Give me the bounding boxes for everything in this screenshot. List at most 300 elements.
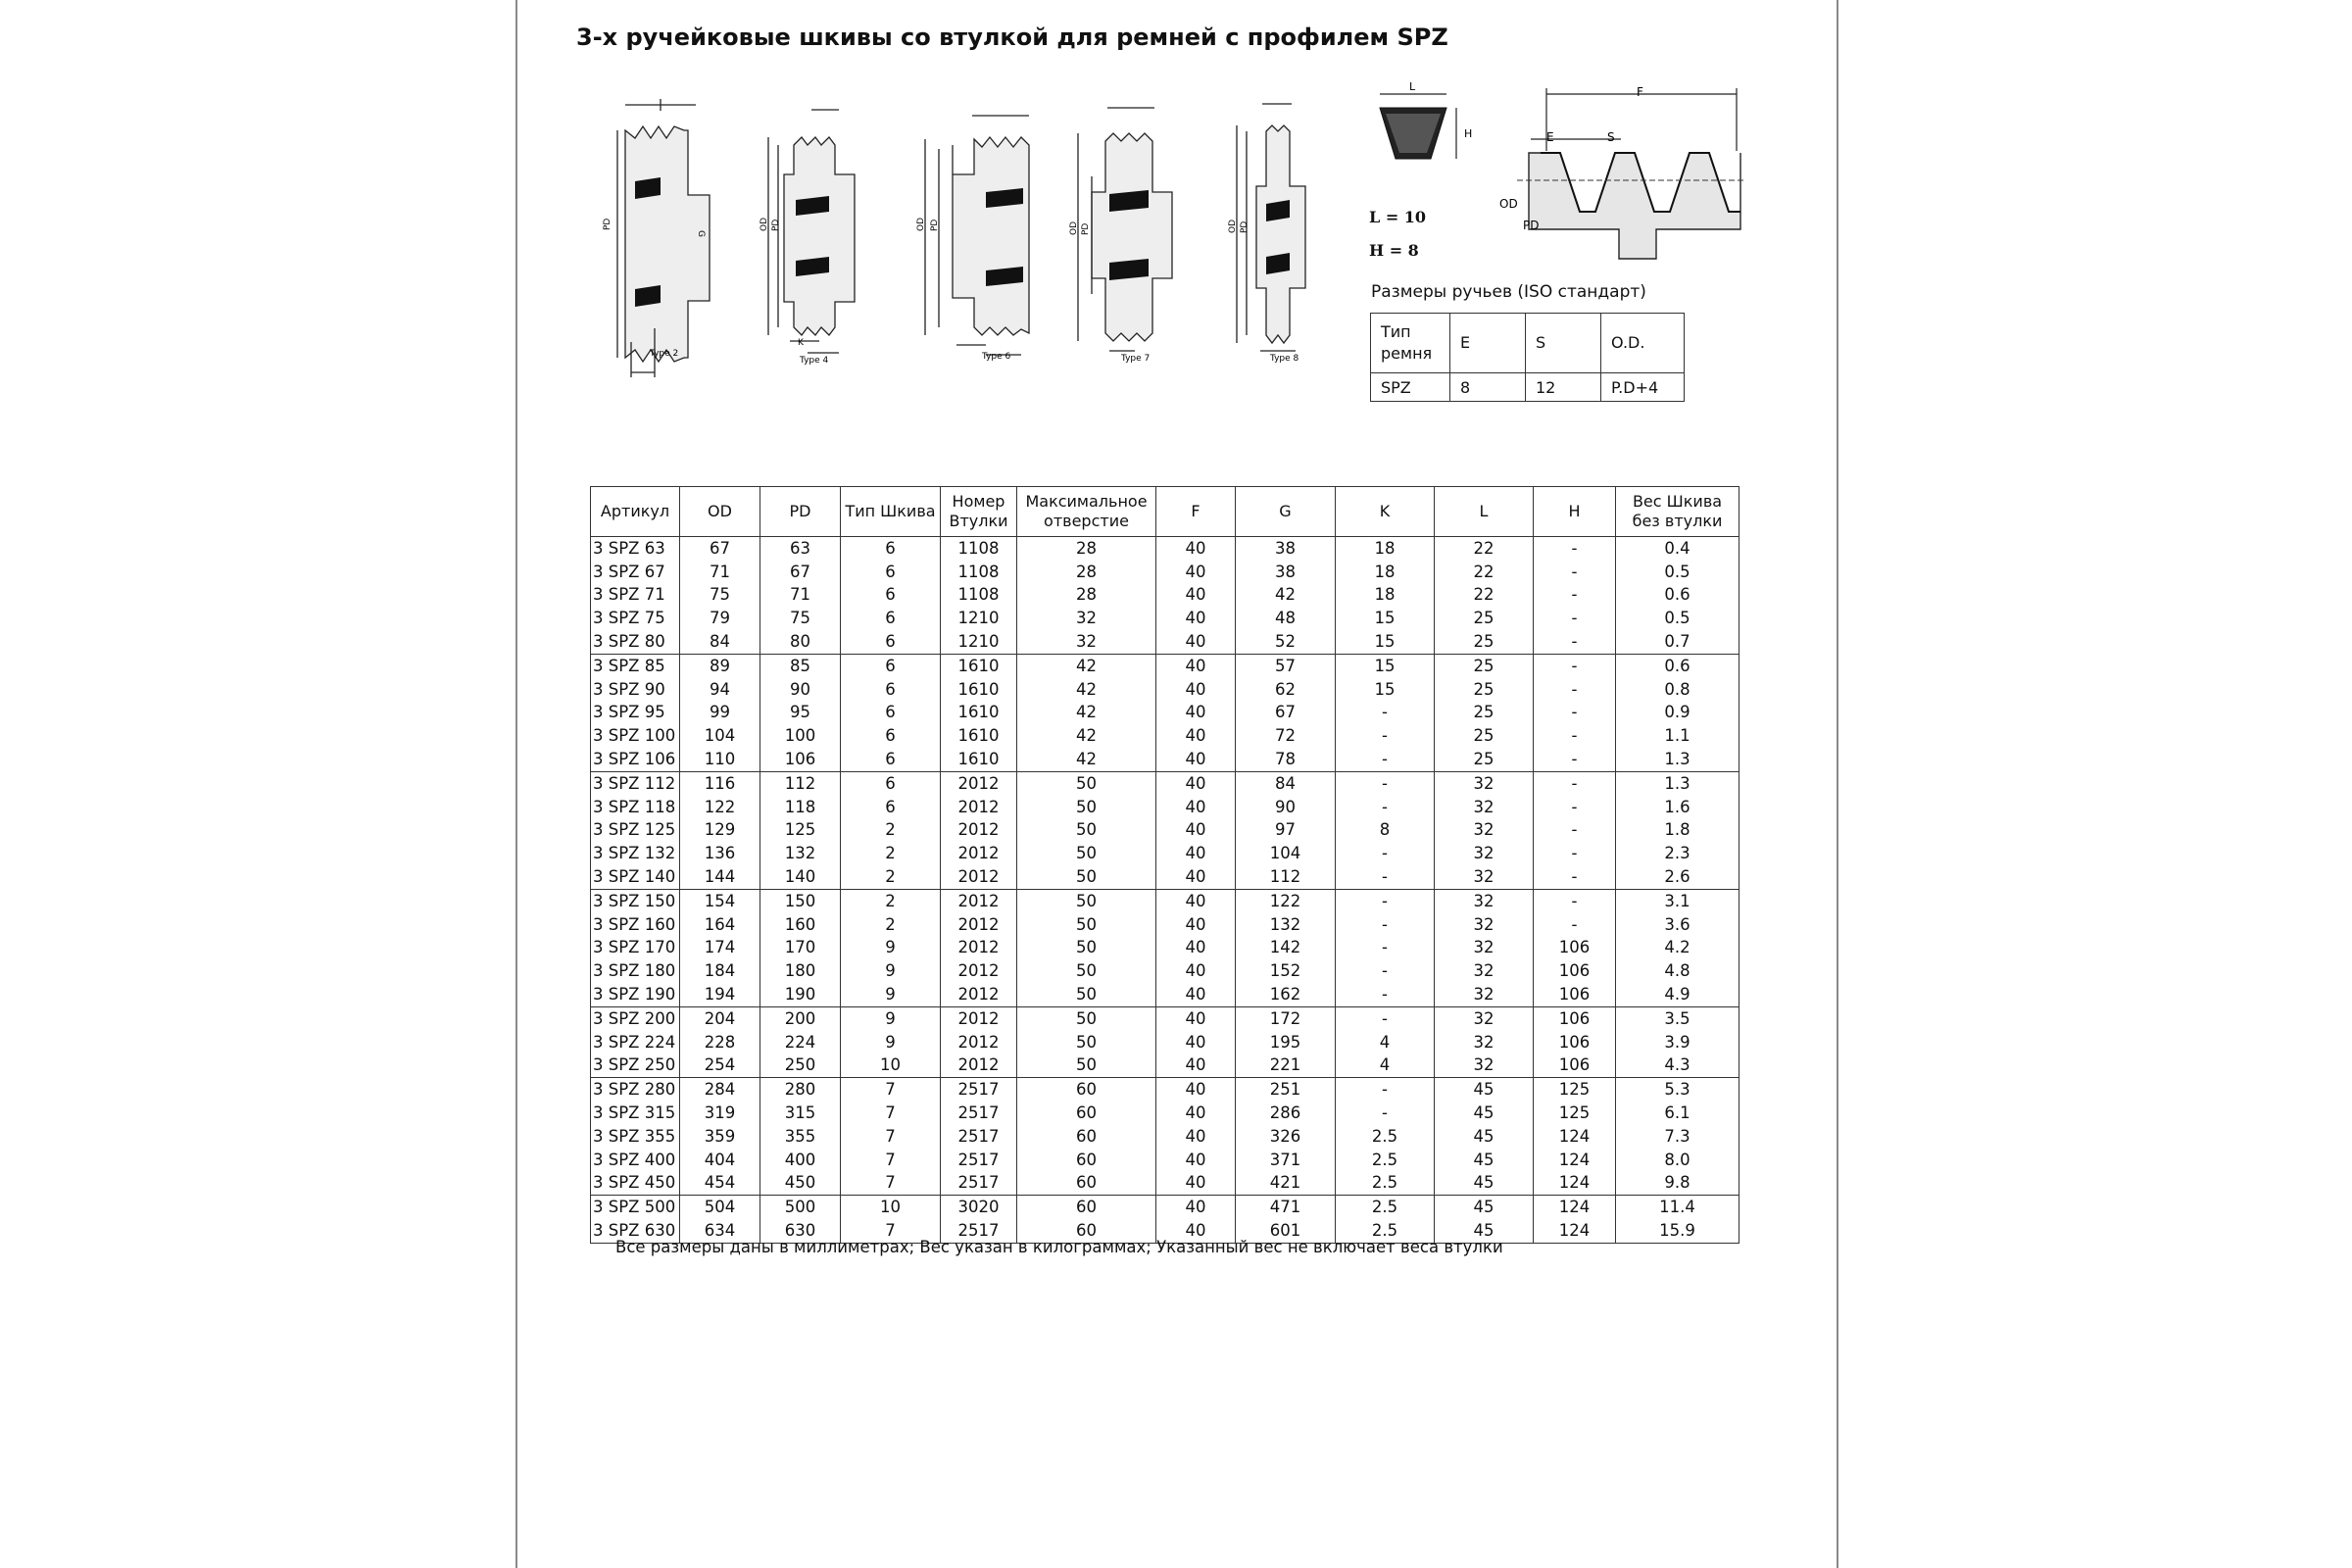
table-cell: 32 [1435,1054,1534,1078]
table-row [591,1054,1740,1078]
table-cell: 50 [1017,983,1156,1006]
table-cell: 7.3 [1616,1125,1740,1149]
table-cell: 132 [760,842,841,865]
table-cell: 1108 [941,537,1017,561]
belt-h-value: H = 8 [1369,241,1419,260]
table-cell: 42 [1236,584,1336,608]
table-row [591,537,1740,561]
groove-label-s: S [1607,130,1615,144]
header-f: F [1156,487,1236,537]
table-cell: - [1534,654,1616,677]
table-cell: 80 [760,630,841,654]
table-cell: 48 [1236,607,1336,630]
belt-l-value: L = 10 [1369,208,1427,226]
table-cell: 106 [1534,937,1616,960]
table-cell: 6 [841,561,941,584]
table-row [591,654,1740,677]
table-cell: - [1336,1102,1435,1125]
table-cell: - [1534,748,1616,771]
table-row [591,678,1740,702]
table-cell: 25 [1435,607,1534,630]
pulley-table-body [591,537,1740,1244]
table-cell: 32 [1017,630,1156,654]
table-cell: 40 [1156,1219,1236,1243]
table-row [591,771,1740,795]
table-cell: 50 [1017,1054,1156,1078]
table-cell: 40 [1156,1078,1236,1102]
table-cell: 6 [841,748,941,771]
table-cell: 1210 [941,630,1017,654]
table-cell: 67 [680,537,760,561]
table-cell: 2.5 [1336,1172,1435,1196]
table-row [591,937,1740,960]
table-cell: 601 [1236,1219,1336,1243]
table-row [591,842,1740,865]
article-cell: 3 SPZ 315 [591,1102,680,1125]
table-cell: 50 [1017,865,1156,889]
table-cell: 251 [1236,1078,1336,1102]
table-cell: 38 [1236,537,1336,561]
table-row [591,796,1740,819]
table-cell: 100 [760,724,841,748]
table-cell: 63 [760,537,841,561]
table-cell: 85 [760,654,841,677]
table-cell: 1108 [941,561,1017,584]
header-h: H [1534,487,1616,537]
table-cell: 421 [1236,1172,1336,1196]
table-cell: 18 [1336,584,1435,608]
table-cell: 11.4 [1616,1196,1740,1219]
table-cell: 60 [1017,1149,1156,1172]
table-row [591,889,1740,912]
table-cell: - [1534,889,1616,912]
article-cell: 3 SPZ 150 [591,889,680,912]
table-cell: 326 [1236,1125,1336,1149]
table-cell: - [1336,1006,1435,1030]
groove-table [1370,313,1685,402]
groove-header-belt-type: Тип ремня [1371,314,1450,373]
table-cell: 40 [1156,630,1236,654]
table-cell: 630 [760,1219,841,1243]
table-cell: 124 [1534,1196,1616,1219]
table-cell: 40 [1156,1054,1236,1078]
table-cell: 160 [760,913,841,937]
table-cell: 60 [1017,1196,1156,1219]
table-cell: - [1336,913,1435,937]
groove-cell: SPZ [1371,373,1450,402]
article-cell: 3 SPZ 450 [591,1172,680,1196]
table-cell: 67 [1236,702,1336,725]
table-cell: 1610 [941,724,1017,748]
table-cell: 2012 [941,1031,1017,1054]
groove-cell: 12 [1526,373,1601,402]
pulley-table-header-row [591,487,1740,537]
article-cell: 3 SPZ 630 [591,1219,680,1243]
table-cell: - [1534,771,1616,795]
table-cell: 4 [1336,1031,1435,1054]
table-cell: 9 [841,937,941,960]
header-max-bore: Максимальное отверстие [1017,487,1156,537]
type-4-label: Type 4 [800,356,829,366]
table-row [591,630,1740,654]
svg-text:PD: PD [930,219,940,231]
table-cell: 9.8 [1616,1172,1740,1196]
table-cell: 0.6 [1616,654,1740,677]
table-cell: 2012 [941,865,1017,889]
table-cell: 15 [1336,654,1435,677]
groove-header-s: S [1526,314,1601,373]
table-row [591,913,1740,937]
pulley-type-7-drawing [1070,98,1198,365]
table-cell: 9 [841,1031,941,1054]
table-cell: 106 [760,748,841,771]
table-cell: 8.0 [1616,1149,1740,1172]
table-cell: 18 [1336,537,1435,561]
table-cell: 122 [1236,889,1336,912]
table-cell: 1210 [941,607,1017,630]
article-cell: 3 SPZ 95 [591,702,680,725]
table-cell: - [1534,724,1616,748]
table-cell: 25 [1435,678,1534,702]
table-cell: 4 [1336,1054,1435,1078]
table-cell: 1610 [941,748,1017,771]
table-cell: 3.9 [1616,1031,1740,1054]
table-cell: 7 [841,1219,941,1243]
svg-text:PD: PD [1081,222,1091,235]
table-cell: 2012 [941,959,1017,983]
table-cell: 7 [841,1078,941,1102]
table-cell: 1610 [941,678,1017,702]
table-cell: 90 [1236,796,1336,819]
article-cell: 3 SPZ 224 [591,1031,680,1054]
table-cell: 40 [1156,678,1236,702]
table-cell: 45 [1435,1149,1534,1172]
table-cell: 224 [760,1031,841,1054]
table-cell: 136 [680,842,760,865]
article-cell: 3 SPZ 112 [591,771,680,795]
table-cell: 6 [841,724,941,748]
table-cell: 25 [1435,724,1534,748]
table-cell: 50 [1017,959,1156,983]
table-cell: 0.8 [1616,678,1740,702]
table-cell: 2 [841,865,941,889]
table-cell: - [1336,959,1435,983]
svg-text:OD: OD [916,217,926,231]
table-cell: 45 [1435,1078,1534,1102]
table-cell: 60 [1017,1102,1156,1125]
type-7-label: Type 7 [1121,354,1151,364]
table-cell: 3.1 [1616,889,1740,912]
table-cell: 164 [680,913,760,937]
table-row [591,584,1740,608]
article-cell: 3 SPZ 118 [591,796,680,819]
table-cell: 50 [1017,842,1156,865]
groove-table-title: Размеры ручьев (ISO стандарт) [1371,282,1646,302]
table-cell: 2012 [941,796,1017,819]
table-cell: 2 [841,913,941,937]
table-cell: 634 [680,1219,760,1243]
table-cell: 32 [1435,771,1534,795]
article-cell: 3 SPZ 400 [591,1149,680,1172]
table-row [591,1172,1740,1196]
table-cell: 0.5 [1616,561,1740,584]
table-cell: 172 [1236,1006,1336,1030]
table-cell: 50 [1017,1006,1156,1030]
table-cell: - [1534,819,1616,843]
table-cell: 52 [1236,630,1336,654]
table-cell: 132 [1236,913,1336,937]
table-cell: 319 [680,1102,760,1125]
table-cell: 7 [841,1172,941,1196]
belt-dim-h: H [1464,127,1473,140]
table-cell: 6 [841,654,941,677]
header-k: K [1336,487,1435,537]
table-cell: 40 [1156,1149,1236,1172]
table-cell: 2012 [941,771,1017,795]
table-cell: 40 [1156,584,1236,608]
table-row [591,1196,1740,1219]
table-cell: 6 [841,607,941,630]
table-cell: 2012 [941,819,1017,843]
table-cell: 450 [760,1172,841,1196]
table-cell: 112 [1236,865,1336,889]
table-cell: 4.9 [1616,983,1740,1006]
table-cell: 106 [1534,959,1616,983]
table-cell: 50 [1017,937,1156,960]
table-cell: 2 [841,842,941,865]
table-cell: 194 [680,983,760,1006]
table-cell: 32 [1435,1006,1534,1030]
pulley-type-8-drawing [1227,96,1335,363]
table-cell: 89 [680,654,760,677]
table-cell: 40 [1156,937,1236,960]
article-cell: 3 SPZ 75 [591,607,680,630]
header-weight: Вес Шкива без втулки [1616,487,1740,537]
table-cell: 40 [1156,537,1236,561]
table-cell: 371 [1236,1149,1336,1172]
table-cell: 122 [680,796,760,819]
table-cell: 400 [760,1149,841,1172]
table-cell: 6.1 [1616,1102,1740,1125]
table-cell: 7 [841,1102,941,1125]
table-cell: 42 [1017,724,1156,748]
svg-text:PD: PD [771,219,781,231]
table-cell: 28 [1017,561,1156,584]
table-cell: 2517 [941,1219,1017,1243]
belt-profile-drawing [1368,80,1486,188]
header-pulley-type: Тип Шкива [841,487,941,537]
table-cell: 78 [1236,748,1336,771]
table-cell: 1.6 [1616,796,1740,819]
table-cell: 32 [1435,842,1534,865]
article-cell: 3 SPZ 80 [591,630,680,654]
table-cell: 22 [1435,537,1534,561]
table-cell: 106 [1534,1054,1616,1078]
header-l: L [1435,487,1534,537]
article-cell: 3 SPZ 125 [591,819,680,843]
table-row [591,748,1740,771]
table-cell: 60 [1017,1172,1156,1196]
table-cell: - [1534,842,1616,865]
table-cell: 67 [760,561,841,584]
table-cell: 28 [1017,537,1156,561]
table-cell: 6 [841,630,941,654]
table-cell: 4.2 [1616,937,1740,960]
table-cell: - [1534,630,1616,654]
table-cell: - [1534,796,1616,819]
table-cell: 6 [841,537,941,561]
table-cell: 45 [1435,1196,1534,1219]
table-cell: 144 [680,865,760,889]
table-cell: - [1534,561,1616,584]
groove-profile-drawing [1490,82,1754,269]
table-cell: 2.5 [1336,1219,1435,1243]
table-cell: 90 [760,678,841,702]
table-cell: - [1534,913,1616,937]
table-cell: 0.4 [1616,537,1740,561]
table-cell: 32 [1435,865,1534,889]
table-row [591,1149,1740,1172]
groove-label-od: OD [1499,197,1518,211]
table-cell: 315 [760,1102,841,1125]
article-cell: 3 SPZ 132 [591,842,680,865]
table-cell: - [1336,937,1435,960]
table-cell: 125 [1534,1102,1616,1125]
type-2-label: Type 2 [650,349,679,359]
table-cell: 8 [1336,819,1435,843]
svg-text:OD: OD [1069,220,1079,235]
table-cell: 42 [1017,702,1156,725]
groove-label-f: F [1637,85,1643,99]
table-cell: 2.6 [1616,865,1740,889]
table-cell: 1.3 [1616,771,1740,795]
table-row [591,1125,1740,1149]
table-cell: 2 [841,889,941,912]
table-cell: 1108 [941,584,1017,608]
table-cell: - [1534,584,1616,608]
table-cell: 1.8 [1616,819,1740,843]
table-row [591,561,1740,584]
groove-header-od: O.D. [1601,314,1685,373]
table-cell: 104 [1236,842,1336,865]
header-pd: PD [760,487,841,537]
table-cell: 2012 [941,983,1017,1006]
groove-label-e: E [1546,130,1554,144]
table-cell: 84 [680,630,760,654]
table-cell: 99 [680,702,760,725]
table-cell: 40 [1156,1031,1236,1054]
table-cell: 32 [1435,983,1534,1006]
table-cell: 6 [841,584,941,608]
table-cell: 124 [1534,1125,1616,1149]
table-cell: 79 [680,607,760,630]
table-cell: 174 [680,937,760,960]
table-cell: 142 [1236,937,1336,960]
table-row [591,702,1740,725]
svg-text:PD: PD [603,218,612,230]
table-cell: 38 [1236,561,1336,584]
table-cell: 9 [841,983,941,1006]
table-cell: 40 [1156,796,1236,819]
article-cell: 3 SPZ 180 [591,959,680,983]
table-cell: - [1336,748,1435,771]
groove-label-pd: PD [1523,219,1540,232]
table-cell: 204 [680,1006,760,1030]
table-cell: 42 [1017,748,1156,771]
table-cell: 50 [1017,1031,1156,1054]
table-cell: 42 [1017,654,1156,677]
table-cell: 355 [760,1125,841,1149]
table-cell: 140 [760,865,841,889]
table-cell: 32 [1435,1031,1534,1054]
table-cell: 60 [1017,1219,1156,1243]
table-cell: 2012 [941,842,1017,865]
table-cell: 28 [1017,584,1156,608]
table-row [591,607,1740,630]
article-cell: 3 SPZ 355 [591,1125,680,1149]
article-cell: 3 SPZ 170 [591,937,680,960]
article-cell: 3 SPZ 200 [591,1006,680,1030]
groove-header-e: E [1450,314,1526,373]
table-cell: 504 [680,1196,760,1219]
table-cell: 154 [680,889,760,912]
table-cell: 1610 [941,654,1017,677]
table-cell: 0.9 [1616,702,1740,725]
table-cell: 2517 [941,1125,1017,1149]
table-cell: 15 [1336,678,1435,702]
table-cell: 221 [1236,1054,1336,1078]
table-cell: 97 [1236,819,1336,843]
article-cell: 3 SPZ 500 [591,1196,680,1219]
table-cell: 124 [1534,1172,1616,1196]
table-cell: 40 [1156,959,1236,983]
table-cell: 2 [841,819,941,843]
table-cell: 195 [1236,1031,1336,1054]
table-cell: 112 [760,771,841,795]
table-row [591,865,1740,889]
table-cell: 150 [760,889,841,912]
table-cell: 25 [1435,702,1534,725]
article-cell: 3 SPZ 67 [591,561,680,584]
table-cell: 40 [1156,1196,1236,1219]
table-cell: - [1336,983,1435,1006]
table-cell: 104 [680,724,760,748]
page-border-right [1837,0,1838,1568]
table-cell: 110 [680,748,760,771]
table-cell: 1.3 [1616,748,1740,771]
table-cell: 6 [841,771,941,795]
table-cell: 40 [1156,889,1236,912]
page-title: 3-х ручейковые шкивы со втулкой для ремней с профилем SPZ [576,24,1448,51]
table-row [591,1031,1740,1054]
table-cell: 3020 [941,1196,1017,1219]
article-cell: 3 SPZ 100 [591,724,680,748]
groove-table-header-row [1371,314,1685,373]
header-od: OD [680,487,760,537]
table-cell: 75 [760,607,841,630]
article-cell: 3 SPZ 90 [591,678,680,702]
table-cell: - [1534,702,1616,725]
table-cell: 0.6 [1616,584,1740,608]
table-cell: 0.5 [1616,607,1740,630]
table-cell: - [1336,865,1435,889]
svg-text:K: K [798,338,804,348]
table-cell: 18 [1336,561,1435,584]
table-cell: 40 [1156,1125,1236,1149]
table-cell: 359 [680,1125,760,1149]
groove-cell: P.D+4 [1601,373,1685,402]
table-cell: 10 [841,1054,941,1078]
